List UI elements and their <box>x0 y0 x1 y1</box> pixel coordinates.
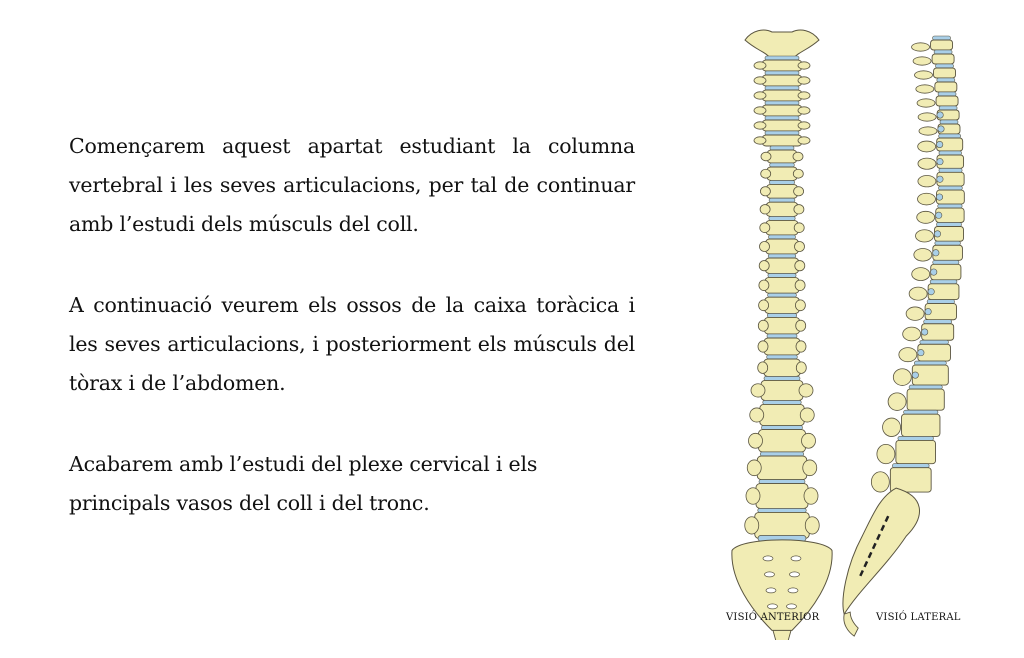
vertebral-body <box>765 277 799 293</box>
spinous-process <box>918 193 936 205</box>
vertebral-body <box>762 75 802 86</box>
intervertebral-disc <box>914 361 946 365</box>
vertebral-body <box>896 440 936 463</box>
spinous-process <box>914 249 932 262</box>
spinous-process <box>899 348 917 362</box>
intervertebral-disc <box>937 223 962 227</box>
intervertebral-disc <box>770 163 795 167</box>
transverse-process-left <box>759 261 769 271</box>
atlas-vertebra <box>745 30 819 58</box>
intervertebral-foramen <box>928 289 934 295</box>
paragraph-3: Acabarem amb l’estudi del plexe cervical i els principals vasos del coll i del tronc. <box>69 452 538 515</box>
transverse-process-left <box>760 205 770 214</box>
transverse-process-left <box>760 187 770 196</box>
transverse-process-left <box>754 107 766 114</box>
intervertebral-disc <box>765 86 799 90</box>
transverse-process-right <box>794 187 804 196</box>
transverse-process-left <box>760 242 770 252</box>
transverse-process-right <box>799 384 813 397</box>
spinous-process <box>918 113 936 121</box>
transverse-process-right <box>795 280 805 291</box>
vertebral-body <box>762 90 802 101</box>
transverse-process-left <box>761 169 771 178</box>
spinous-process <box>918 175 936 186</box>
spinous-process <box>909 287 927 300</box>
sacral-foramen <box>768 604 778 609</box>
intervertebral-disc <box>930 280 957 284</box>
sacral-foramen <box>787 604 797 609</box>
transverse-process-right <box>794 205 804 214</box>
intervertebral-disc <box>933 260 959 264</box>
transverse-process-right <box>796 320 806 331</box>
vertebral-body <box>760 404 805 425</box>
vertebral-body <box>932 54 954 64</box>
intervertebral-disc <box>939 134 961 138</box>
spinous-process <box>916 85 934 93</box>
intervertebral-disc <box>939 168 962 172</box>
vertebral-body <box>936 96 958 106</box>
transverse-process-right <box>798 62 810 69</box>
intervertebral-disc <box>762 426 803 430</box>
spinous-process <box>918 141 936 152</box>
transverse-process-left <box>754 122 766 129</box>
vertebral-body <box>765 258 799 273</box>
intervertebral-disc <box>938 92 956 96</box>
paragraph-1: Començarem aquest apartat estudiant la columna vertebral i les seves articulacions, per tal de continuar amb l’estudi dels músculs del coll. <box>69 134 635 236</box>
spinous-process <box>906 307 924 320</box>
intervertebral-disc <box>759 480 805 484</box>
vertebral-body <box>766 184 797 198</box>
intervertebral-disc <box>940 120 958 124</box>
vertebral-body <box>767 150 797 163</box>
spinous-process <box>913 57 931 65</box>
intervertebral-foramen <box>931 269 937 275</box>
spinous-process <box>912 43 930 51</box>
spinous-process <box>915 71 933 79</box>
spine-figure <box>700 0 1024 658</box>
intervertebral-foramen <box>937 158 943 164</box>
intervertebral-disc <box>763 400 802 404</box>
vertebral-body <box>902 414 940 436</box>
intervertebral-foramen <box>918 349 924 355</box>
vertebral-body <box>765 297 800 313</box>
intervertebral-disc <box>924 320 952 324</box>
transverse-process-right <box>798 107 810 114</box>
transverse-process-right <box>795 261 805 271</box>
intervertebral-foramen <box>912 372 918 378</box>
intervertebral-disc <box>765 131 799 135</box>
paragraph-2: A continuació veurem els ossos de la caixa toràcica i les seves articulacions, i posteriorment els músculs del tòrax i de l’abdomen. <box>69 293 635 395</box>
intervertebral-foramen <box>936 212 942 218</box>
sacral-foramen <box>766 588 776 593</box>
vertebral-body <box>764 359 801 376</box>
transverse-process-left <box>754 77 766 84</box>
spinous-process <box>912 268 930 281</box>
intervertebral-disc <box>765 101 799 105</box>
caption-lateral: VISIÓ LATERAL <box>876 612 961 623</box>
intervertebral-disc <box>760 452 804 456</box>
intervertebral-disc <box>767 313 796 317</box>
sacral-foramen <box>790 572 800 577</box>
spinous-process <box>871 472 889 492</box>
transverse-process-left <box>754 92 766 99</box>
coccyx-lateral <box>844 612 858 636</box>
spinous-process <box>893 369 911 386</box>
vertebral-body <box>935 82 957 92</box>
vertebral-body <box>766 220 798 235</box>
intervertebral-disc <box>765 116 799 120</box>
transverse-process-right <box>805 517 819 534</box>
transverse-process-left <box>759 280 769 291</box>
vertebral-body <box>764 317 799 334</box>
transverse-process-left <box>745 517 759 534</box>
intervertebral-disc <box>769 180 794 184</box>
transverse-process-left <box>754 62 766 69</box>
intervertebral-disc <box>904 410 938 414</box>
intervertebral-disc <box>892 464 929 468</box>
transverse-process-right <box>800 408 814 422</box>
intervertebral-disc <box>898 436 934 440</box>
intervertebral-foramen <box>937 112 943 118</box>
transverse-process-left <box>746 488 760 505</box>
intervertebral-foramen <box>925 308 931 314</box>
vertebral-body <box>907 389 944 410</box>
spine-anterior-view <box>732 30 832 640</box>
intervertebral-disc <box>769 216 795 220</box>
spinous-process <box>917 211 935 223</box>
transverse-process-right <box>793 152 803 161</box>
spinous-process <box>888 393 906 411</box>
intervertebral-disc <box>920 340 949 344</box>
vertebral-body <box>762 105 802 116</box>
transverse-process-left <box>760 223 770 233</box>
intervertebral-foramen <box>937 176 943 182</box>
intervertebral-disc <box>935 241 961 245</box>
sacrum-lateral <box>843 488 919 614</box>
intervertebral-disc <box>764 376 800 380</box>
vertebral-body <box>764 338 800 355</box>
transverse-process-right <box>798 92 810 99</box>
sacral-foramen <box>763 556 773 561</box>
sacral-foramen <box>788 588 798 593</box>
intervertebral-disc <box>758 508 807 512</box>
spine-illustration <box>700 0 1024 640</box>
vertebral-body <box>759 430 806 452</box>
intervertebral-foramen <box>936 194 942 200</box>
sacral-foramen <box>791 556 801 561</box>
intervertebral-disc <box>933 36 951 40</box>
spinous-process <box>903 327 921 341</box>
transverse-process-left <box>747 460 761 476</box>
intervertebral-disc <box>765 56 799 60</box>
intervertebral-disc <box>768 273 796 277</box>
transverse-process-left <box>761 152 771 161</box>
vertebral-body <box>755 512 810 538</box>
spinous-process <box>919 127 937 135</box>
vertebral-body <box>934 68 956 78</box>
transverse-process-right <box>794 223 804 233</box>
intervertebral-disc <box>768 293 797 297</box>
intervertebral-disc <box>934 50 952 54</box>
vertebral-body <box>766 239 799 254</box>
intervertebral-disc <box>937 78 955 82</box>
transverse-process-right <box>793 169 803 178</box>
transverse-process-left <box>758 341 768 352</box>
spinous-process <box>916 230 934 242</box>
vertebral-body <box>762 60 802 71</box>
intervertebral-disc <box>938 204 962 208</box>
transverse-process-left <box>754 137 766 144</box>
coccyx <box>773 630 791 640</box>
vertebral-body <box>756 484 808 509</box>
intervertebral-disc <box>767 334 797 338</box>
vertebral-body <box>761 380 803 400</box>
intervertebral-disc <box>936 64 954 68</box>
transverse-process-right <box>803 460 817 476</box>
vertebral-body <box>766 202 798 216</box>
transverse-process-left <box>759 300 769 311</box>
vertebral-body <box>762 135 802 146</box>
intervertebral-disc <box>770 146 794 150</box>
transverse-process-right <box>798 137 810 144</box>
intervertebral-disc <box>765 71 799 75</box>
intervertebral-disc <box>767 355 798 359</box>
transverse-process-right <box>795 242 805 252</box>
transverse-process-right <box>798 122 810 129</box>
spinous-process <box>918 158 936 169</box>
intervertebral-foramen <box>938 126 944 132</box>
transverse-process-right <box>796 362 806 374</box>
intervertebral-disc <box>769 235 796 239</box>
sacral-foramen <box>765 572 775 577</box>
intervertebral-foramen <box>933 250 939 256</box>
intervertebral-disc <box>927 300 954 304</box>
transverse-process-right <box>802 433 816 448</box>
caption-anterior: VISIÓ ANTERIOR <box>726 612 820 623</box>
spinous-process <box>877 444 895 463</box>
intervertebral-disc <box>909 385 942 389</box>
intervertebral-foramen <box>921 329 927 335</box>
intervertebral-disc <box>768 254 796 258</box>
vertebral-body <box>757 456 807 480</box>
spine-lateral-view <box>843 36 964 636</box>
intervertebral-disc <box>769 198 795 202</box>
intervertebral-disc <box>939 106 957 110</box>
vertebral-body <box>767 167 798 180</box>
intervertebral-disc <box>939 151 962 155</box>
spinous-process <box>917 99 935 107</box>
vertebral-body <box>931 40 953 50</box>
transverse-process-right <box>804 488 818 505</box>
transverse-process-left <box>750 408 764 422</box>
intro-text <box>69 127 635 565</box>
intervertebral-disc <box>939 186 963 190</box>
transverse-process-left <box>758 320 768 331</box>
intervertebral-foramen <box>936 141 942 147</box>
transverse-process-right <box>796 341 806 352</box>
intervertebral-foramen <box>934 231 940 237</box>
transverse-process-right <box>795 300 805 311</box>
transverse-process-right <box>798 77 810 84</box>
transverse-process-left <box>751 384 765 397</box>
vertebral-body <box>762 120 802 131</box>
spinous-process <box>883 418 901 437</box>
transverse-process-left <box>749 433 763 448</box>
transverse-process-left <box>758 362 768 374</box>
